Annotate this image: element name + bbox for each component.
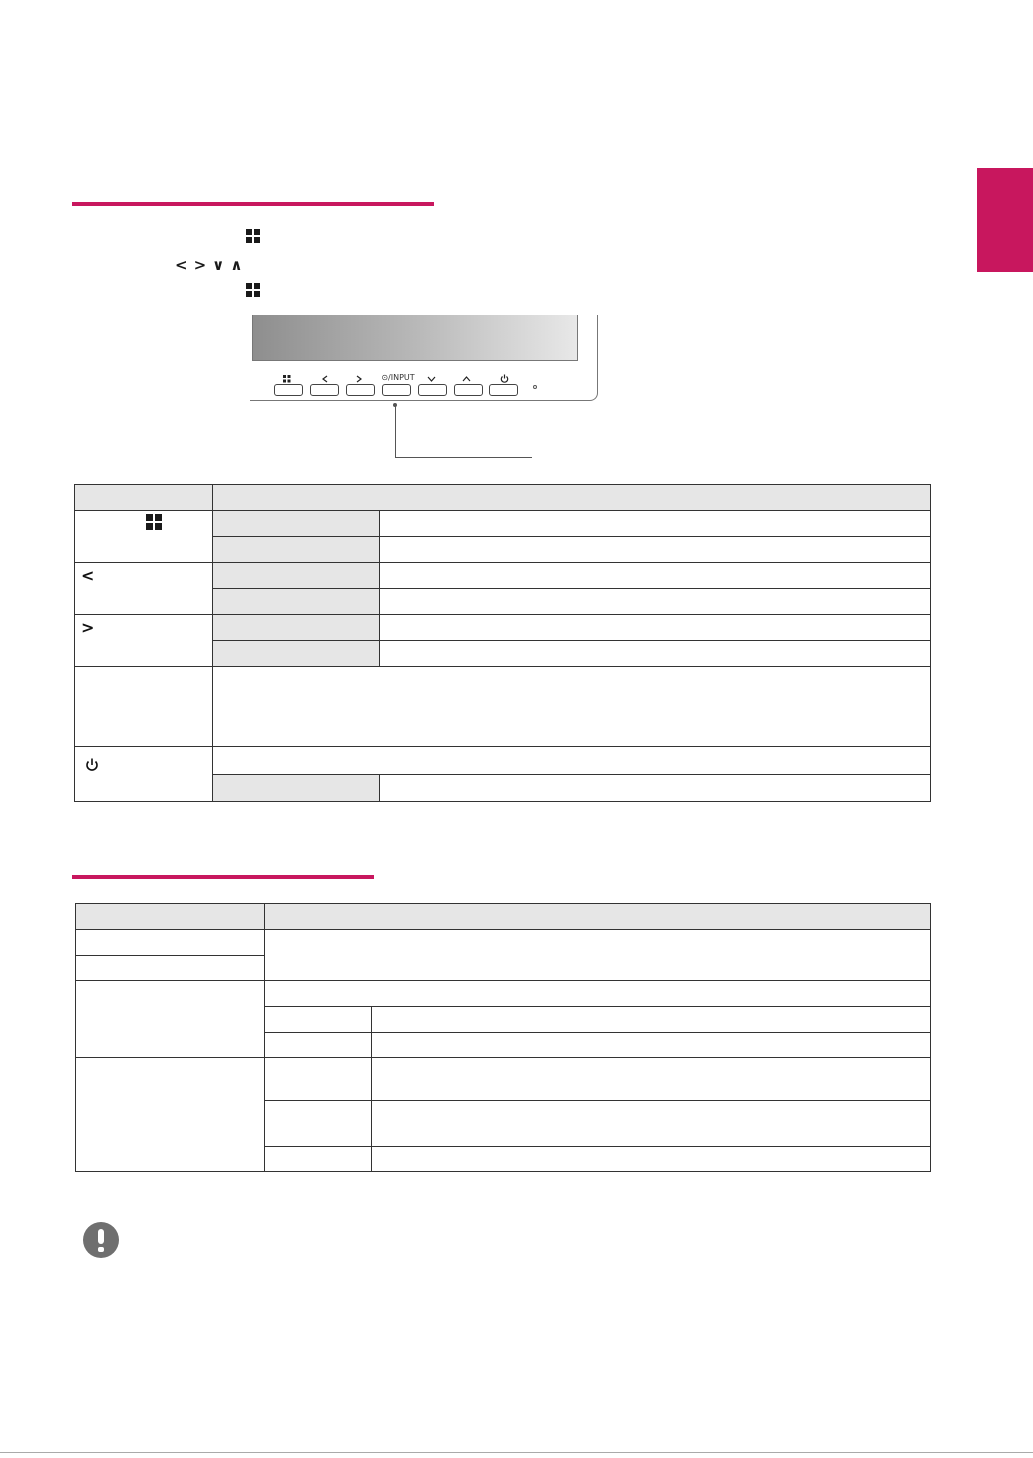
table-cell [265,1101,372,1147]
menu-button[interactable] [274,384,303,396]
down-button[interactable] [418,384,447,396]
table-cell [265,1058,372,1101]
table-cell [265,1147,372,1172]
table-row-label [75,615,213,667]
table-cell [213,589,380,615]
table-cell [372,1101,931,1147]
table-cell [213,775,380,802]
table-row-label [75,511,213,563]
table-row-label [76,930,265,956]
table-cell [265,1033,372,1058]
input-button[interactable] [382,384,411,396]
quad-menu-icon [246,229,260,243]
chevron-left-icon: < [175,256,188,274]
table-cell [213,641,380,667]
table-cell [380,511,931,537]
table-cell [372,1033,931,1058]
table-row-label [75,563,213,615]
language-side-tab [977,168,1033,272]
table-cell [380,563,931,589]
table-row-label [76,956,265,981]
table-row-label [75,747,213,802]
table-row-label [75,667,213,747]
callout-line [395,457,532,458]
footer-divider [0,1452,1033,1453]
quad-menu-icon [146,514,162,530]
table-cell [213,615,380,641]
monitor-screen [252,315,578,361]
power-icon [85,758,99,773]
chevron-right-icon [356,375,362,383]
chevron-down-icon [427,376,436,382]
power-led [533,385,537,389]
left-button[interactable] [310,384,339,396]
table-cell [380,775,931,802]
table-cell [372,1058,931,1101]
table-cell [265,981,931,1007]
arrow-keys-icons [175,256,243,274]
table-cell [380,589,931,615]
specification-table [75,903,931,1172]
table-cell [380,615,931,641]
table-cell [380,537,931,563]
up-button[interactable] [454,384,483,396]
table-header-cell [213,485,931,511]
section-divider [72,875,374,879]
table-cell [372,1147,931,1172]
table-cell [213,747,931,775]
table-cell [213,537,380,563]
chevron-down-icon: ∨ [212,256,225,274]
note-exclamation-icon [83,1222,119,1258]
callout-line [395,406,396,458]
input-button-label: ⊙/INPUT [381,373,415,382]
table-cell [372,1007,931,1033]
chevron-left-icon: < [81,566,95,585]
table-row-label [76,981,265,1058]
table-header-cell [265,904,931,930]
table-cell [265,1007,372,1033]
table-cell [213,511,380,537]
quad-menu-icon [283,375,291,383]
table-cell [213,667,931,747]
monitor-illustration [250,315,598,401]
chevron-right-icon: > [81,618,95,637]
table-row-label [76,1058,265,1172]
table-header-cell [75,485,213,511]
chevron-right-icon: > [193,256,207,274]
table-cell [380,641,931,667]
table-cell [265,930,931,981]
section-divider [72,202,434,206]
power-icon [500,374,509,383]
quad-menu-icon [246,283,260,297]
power-button[interactable] [489,384,518,396]
chevron-left-icon [322,375,328,383]
right-button[interactable] [346,384,375,396]
table-header-cell [76,904,265,930]
button-function-table [74,484,931,802]
chevron-up-icon: ∧ [230,256,243,274]
chevron-up-icon [462,376,471,382]
table-cell [213,563,380,589]
